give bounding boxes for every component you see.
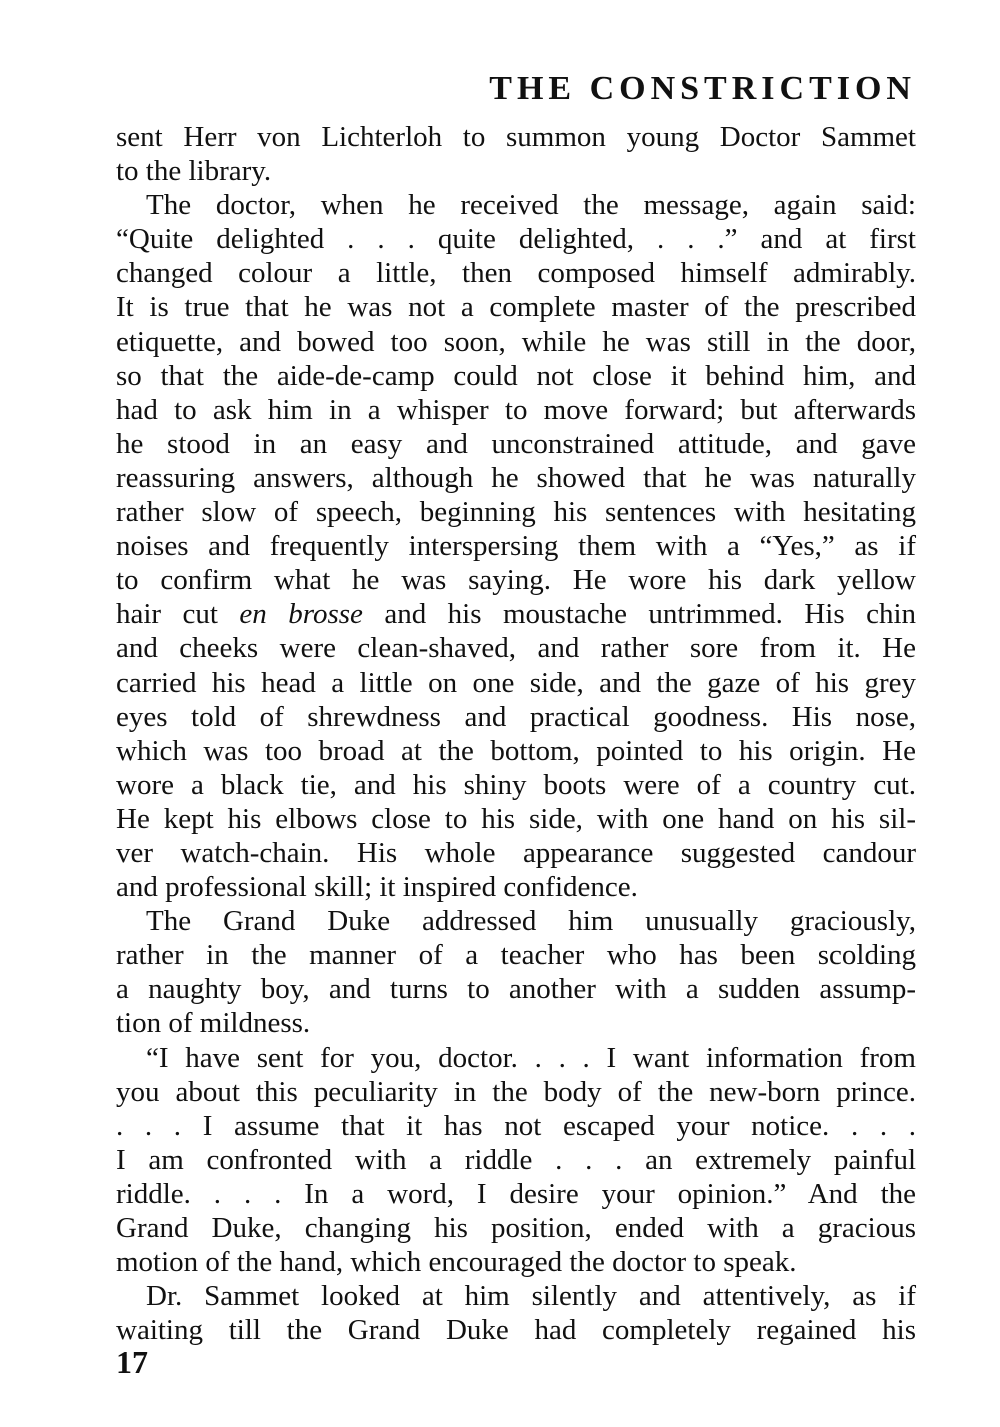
text-line: rather in the manner of a teacher who has been scolding (116, 939, 916, 972)
text-line: He kept his elbows close to his side, with one hand on his sil- (116, 802, 916, 835)
running-head: THE CONSTRICTION (489, 70, 916, 107)
text-line: rather slow of speech, beginning his sentences with hesitating (116, 496, 916, 529)
text-fragment: and his moustache untrimmed. His chin (384, 598, 917, 631)
text-line: so that the aide-de-camp could not close it behind him, and (116, 359, 916, 392)
body-text (116, 120, 916, 1347)
text-line: . . . I assume that it has not escaped your notice. . . . (116, 1109, 916, 1142)
text-line: “Quite delighted . . . quite delighted, . . .” and at first (116, 223, 916, 256)
text-line: riddle. . . . In a word, I desire your opinion.” And the (116, 1177, 916, 1210)
paragraph-first-line: The Grand Duke addressed him unusually graciously, (146, 905, 916, 938)
text-line: Grand Duke, changing his position, ended with a gracious (116, 1212, 916, 1244)
text-line: ver watch-chain. His whole appearance suggested candour (116, 836, 916, 869)
text-line: had to ask him in a whisper to move forward; but afterwards (116, 393, 916, 426)
text-line: etiquette, and bowed too soon, while he was still in the door, (116, 325, 916, 358)
text-line: I am confronted with a riddle . . . an extremely painful (116, 1143, 916, 1176)
text-line: motion of the hand, which encouraged the doctor to speak. (116, 1246, 797, 1279)
text-line: eyes told of shrewdness and practical goodness. His nose, (116, 700, 916, 733)
text-line: and cheeks were clean-shaved, and rather sore from it. He (116, 632, 916, 665)
text-fragment: hair cut (116, 598, 218, 631)
text-line: changed colour a little, then composed himself admirably. (116, 257, 916, 290)
text-line: you about this peculiarity in the body of the new-born prince. (116, 1075, 916, 1108)
italic-phrase: en brosse (239, 598, 363, 631)
text-line: noises and frequently interspersing them with a “Yes,” as if (116, 530, 916, 563)
text-line: waiting till the Grand Duke had completely regained his (116, 1314, 916, 1347)
page-number: 17 (116, 1344, 148, 1380)
paragraph-first-line: Dr. Sammet looked at him silently and attentively, as if (146, 1280, 916, 1313)
text-line: and professional skill; it inspired confidence. (116, 871, 638, 904)
text-line: wore a black tie, and his shiny boots were of a country cut. (116, 768, 916, 801)
text-line: to confirm what he was saying. He wore his dark yellow (116, 564, 916, 597)
text-line: to the library. (116, 155, 272, 188)
text-line: he stood in an easy and unconstrained attitude, and gave (116, 427, 916, 460)
text-line: reassuring answers, although he showed that he was naturally (116, 461, 916, 494)
text-line: a naughty boy, and turns to another with a sudden assump- (116, 973, 916, 1006)
paragraph-first-line: The doctor, when he received the message, again said: (146, 189, 916, 222)
paragraph-first-line: “I have sent for you, doctor. . . . I want information from (146, 1041, 916, 1074)
text-line: tion of mildness. (116, 1007, 311, 1040)
text-line: carried his head a little on one side, and the gaze of his grey (116, 666, 916, 699)
text-line: It is true that he was not a complete master of the prescribed (116, 291, 916, 324)
text-line: which was too broad at the bottom, pointed to his origin. He (116, 734, 916, 767)
text-line-italic-phrase (116, 597, 916, 631)
text-line: sent Herr von Lichterloh to summon young Doctor Sammet (116, 121, 916, 153)
